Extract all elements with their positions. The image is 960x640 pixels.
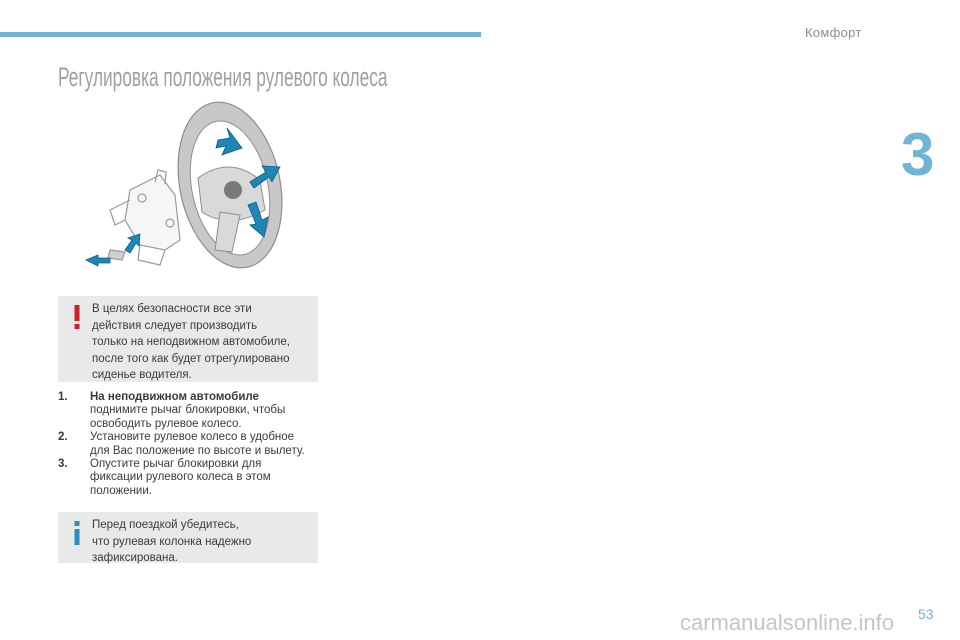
step-item (58, 458, 328, 498)
watermark: carmanualsonline.info (680, 610, 895, 635)
warning-box (58, 296, 318, 382)
step-number: 2. (58, 431, 68, 444)
info-box (58, 512, 318, 563)
info-icon (72, 519, 82, 547)
chapter-number: 3 (901, 121, 935, 188)
top-accent-bar (0, 32, 481, 37)
step-line: для Вас положение по высоте и вылету. (90, 444, 305, 457)
step-line: положении. (90, 484, 152, 497)
steering-wheel-adjustment-icon (70, 100, 320, 290)
step-line: освободить рулевое колесо. (90, 417, 242, 430)
step-line: Опустите рычаг блокировки для (90, 458, 262, 471)
warning-line: сиденье водителя. (92, 369, 192, 381)
steps-list (58, 391, 328, 498)
warning-line: после того как будет отрегулировано (92, 352, 290, 365)
exclamation-icon (72, 303, 82, 331)
step-line: фиксации рулевого колеса в этом (90, 471, 271, 484)
warning-text (92, 301, 314, 384)
page-title: Регулировка положения рулевого колеса (58, 62, 388, 92)
info-line: что рулевая колонка надежно (92, 535, 252, 548)
warning-line: действия следует производить (92, 319, 258, 332)
page-number: 53 (918, 606, 934, 622)
warning-line: только на неподвижном автомобиле, (92, 336, 290, 348)
warning-line: В целях безопасности все эти (92, 303, 252, 315)
step-item (58, 391, 328, 431)
section-label: Комфорт (805, 25, 862, 40)
info-line: Перед поездкой убедитесь, (92, 519, 239, 531)
step-item (58, 431, 328, 458)
step-line: Установите рулевое колесо в удобное (90, 431, 295, 444)
step-line: поднимите рычаг блокировки, чтобы (90, 404, 286, 417)
info-text (92, 517, 314, 567)
step-number: 1. (58, 391, 68, 403)
step-bold-text: На неподвижном автомобиле (90, 391, 259, 403)
info-line: зафиксирована. (92, 552, 178, 564)
step-number: 3. (58, 458, 68, 471)
